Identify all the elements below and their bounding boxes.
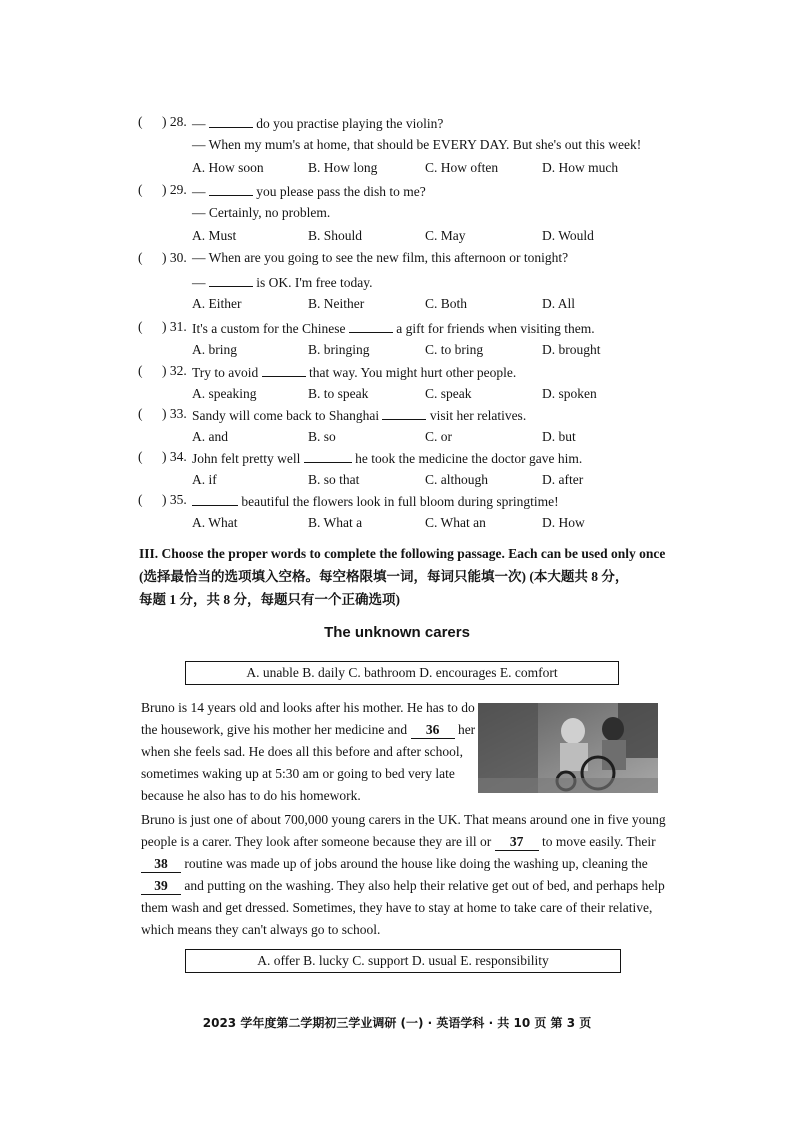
para1-line-5: because he also has to do his homework.	[141, 788, 361, 803]
option-d: D. All	[542, 296, 576, 311]
para2-line-4	[141, 875, 666, 897]
option-d: D. but	[542, 429, 576, 444]
option-c: C. Both	[425, 296, 468, 311]
option-c: C. to bring	[425, 342, 484, 357]
para2-line-2	[141, 831, 666, 853]
question-28-line-1	[192, 113, 443, 133]
question-text: —	[192, 275, 209, 290]
section-3-line-2: (选择最恰当的选项填入空格。每空格限填一词，每词只能填一次) (本大题共 8 分，	[139, 569, 629, 584]
question-number: ) 30.	[162, 250, 187, 265]
page-footer: 2023 学年度第二学期初三学业调研 (一) · 英语学科 · 共 10 页 第 3 页	[202, 1016, 592, 1030]
answer-bracket-open: (	[138, 449, 143, 464]
question-33-line-1	[192, 405, 526, 425]
blank-38: 38	[141, 856, 181, 873]
question-text: that way. You might hurt other people.	[305, 365, 517, 380]
question-text: — When my mum's at home, that should be EVERY DAY. But she's out this week!	[192, 137, 642, 152]
option-b: B. so	[308, 429, 336, 444]
option-a: A. How soon	[192, 160, 264, 175]
option-a: A. Either	[192, 296, 242, 311]
para2-line-1: Bruno is just one of about 700,000 young carers in the UK. That means around one in five young	[141, 812, 666, 827]
option-b: B. How long	[308, 160, 378, 175]
option-b: B. to speak	[308, 386, 369, 401]
option-b: B. bringing	[308, 342, 370, 357]
option-a: A. Must	[192, 228, 237, 243]
question-text: Sandy will come back to Shanghai	[192, 408, 383, 423]
paragraph-2	[141, 809, 666, 941]
question-29-line-2	[192, 204, 330, 222]
question-number: ) 29.	[162, 182, 187, 197]
option-d: D. How	[542, 515, 585, 530]
option-d: D. brought	[542, 342, 601, 357]
question-text: you please pass the dish to me?	[252, 184, 426, 199]
section-3-line-3: 每题 1 分，共 8 分，每题只有一个正确选项)	[139, 592, 400, 607]
answer-bracket-open: (	[138, 182, 143, 197]
question-number: ) 31.	[162, 319, 187, 334]
blank-36: 36	[411, 722, 455, 739]
paragraph-1	[141, 697, 475, 807]
option-a: A. bring	[192, 342, 237, 357]
answer-blank	[349, 318, 393, 333]
blank-39: 39	[141, 878, 181, 895]
section-3-line-1: III. Choose the proper words to complete the following passage. Each can be used only once	[139, 546, 666, 561]
option-a: A. if	[192, 472, 217, 487]
answer-bracket-open: (	[138, 114, 143, 129]
answer-bracket-open: (	[138, 406, 143, 421]
word-box-2: A. offer B. lucky C. support D. usual E. responsibility	[185, 949, 621, 973]
question-text: visit her relatives.	[426, 408, 527, 423]
question-number: ) 32.	[162, 363, 187, 378]
question-number: ) 28.	[162, 114, 187, 129]
option-c: C. or	[425, 429, 452, 444]
answer-blank	[382, 405, 426, 420]
answer-blank	[262, 362, 306, 377]
para2-line-4-text: and putting on the washing. They also help their relative get out of bed, and perhaps help	[181, 878, 665, 893]
option-c: C. How often	[425, 160, 499, 175]
para2-line-2-end: to move easily. Their	[538, 834, 656, 849]
question-number: ) 34.	[162, 449, 187, 464]
answer-bracket-open: (	[138, 250, 143, 265]
question-text: beautiful the flowers look in full bloom during springtime!	[238, 494, 559, 509]
question-text: — Certainly, no problem.	[192, 205, 331, 220]
option-d: D. after	[542, 472, 584, 487]
answer-blank	[304, 448, 352, 463]
question-text: do you practise playing the violin?	[252, 116, 444, 131]
para1-line-4: sometimes waking up at 5:30 am or going to bed very late	[141, 766, 455, 781]
option-d: D. Would	[542, 228, 594, 243]
question-text: — When are you going to see the new film, this afternoon or tonight?	[192, 250, 569, 265]
answer-bracket-open: (	[138, 319, 143, 334]
option-a: A. and	[192, 429, 228, 444]
wheelchair-photo-icon	[478, 703, 658, 793]
option-b: B. so that	[308, 472, 360, 487]
option-b: B. Neither	[308, 296, 365, 311]
para1-line-2-end: her	[454, 722, 476, 737]
question-29-line-1	[192, 181, 426, 201]
question-number: ) 33.	[162, 406, 187, 421]
question-text: a gift for friends when visiting them.	[392, 321, 595, 336]
option-a: A. speaking	[192, 386, 257, 401]
option-d: D. spoken	[542, 386, 597, 401]
section-3-header	[139, 542, 679, 611]
answer-blank	[209, 181, 253, 196]
question-30-line-2	[192, 272, 373, 292]
question-34-line-1	[192, 448, 582, 468]
answer-blank	[192, 491, 238, 506]
para1-line-1: Bruno is 14 years old and looks after his mother. He has to do	[141, 700, 475, 715]
para1-line-3: when she feels sad. He does all this before and after school,	[141, 744, 464, 759]
para2-line-3	[141, 853, 666, 875]
question-31-line-1	[192, 318, 595, 338]
option-d: D. How much	[542, 160, 619, 175]
answer-blank	[209, 113, 253, 128]
para2-line-2-text: people is a carer. They look after someone because they are ill or	[141, 834, 495, 849]
option-b: B. Should	[308, 228, 363, 243]
option-a: A. What	[192, 515, 238, 530]
question-35-line-1	[192, 491, 559, 511]
blank-37: 37	[495, 834, 539, 851]
question-28-line-2	[192, 136, 641, 154]
answer-bracket-open: (	[138, 492, 143, 507]
answer-blank	[209, 272, 253, 287]
question-30-line-1	[192, 249, 568, 267]
word-box-1: A. unable B. daily C. bathroom D. encourages E. comfort	[185, 661, 619, 685]
answer-bracket-open: (	[138, 363, 143, 378]
para2-line-5: them wash and get dressed. Sometimes, they have to stay at home to take care of their relative,	[141, 900, 653, 915]
option-b: B. What a	[308, 515, 363, 530]
para1-line-2	[141, 719, 475, 741]
para1-line-2-text: the housework, give his mother her medicine and	[141, 722, 411, 737]
question-text: —	[192, 116, 209, 131]
question-text: is OK. I'm free today.	[252, 275, 373, 290]
option-c: C. although	[425, 472, 488, 487]
question-text: he took the medicine the doctor gave him.	[351, 451, 583, 466]
question-text: —	[192, 184, 209, 199]
para2-line-6: which means they can't always go to school.	[141, 922, 381, 937]
passage-title: The unknown carers	[324, 624, 470, 641]
para2-line-3-text: routine was made up of jobs around the house like doing the washing up, cleaning the	[181, 856, 648, 871]
passage-photo	[478, 703, 658, 793]
question-number: ) 35.	[162, 492, 187, 507]
question-text: John felt pretty well	[192, 451, 304, 466]
question-text: It's a custom for the Chinese	[192, 321, 349, 336]
question-32-line-1	[192, 362, 516, 382]
option-c: C. May	[425, 228, 466, 243]
question-text: Try to avoid	[192, 365, 262, 380]
option-c: C. What an	[425, 515, 486, 530]
option-c: C. speak	[425, 386, 472, 401]
